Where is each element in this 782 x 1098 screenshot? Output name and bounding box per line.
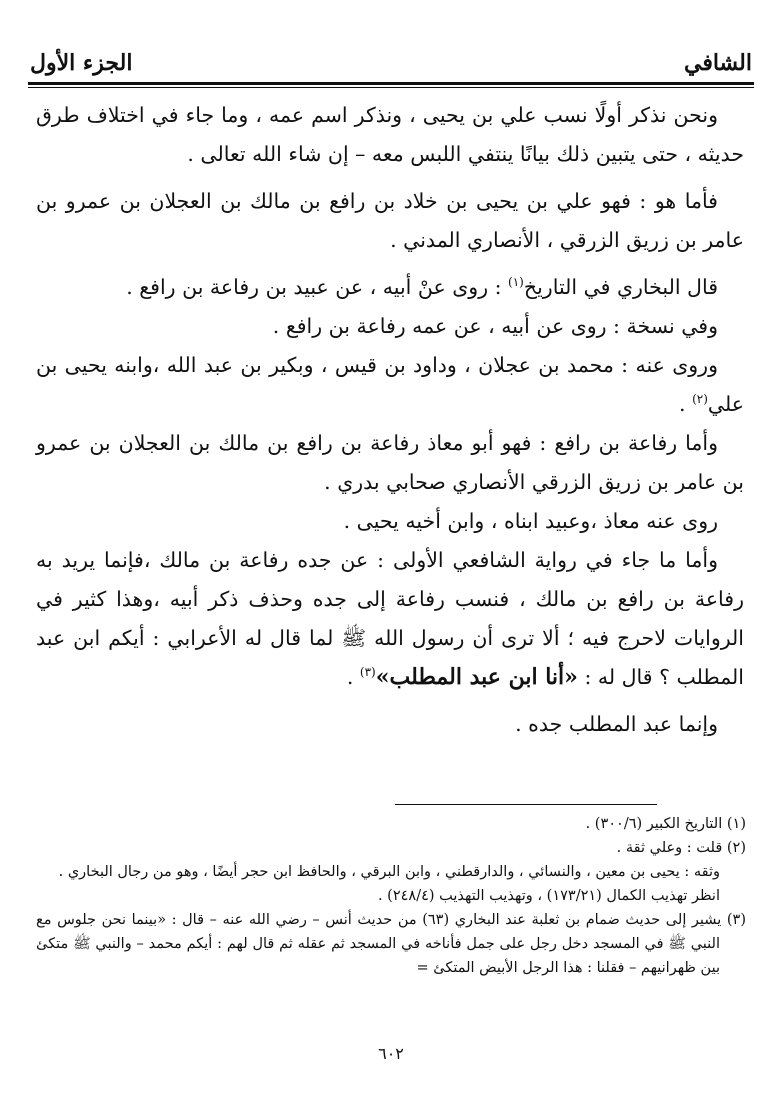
paragraph-intro: ونحن نذكر أولًا نسب علي بن يحيى ، ونذكر اسم عمه ، وما جاء في اختلاف طرق حديثه ، حتى يتبين ذلك بيانًا ينتفي اللبس معه – إن شاء الله تعالى .: [36, 103, 744, 166]
footnote-ref-2: (٢): [692, 392, 708, 407]
footnote-ref-1: (١): [508, 275, 524, 290]
header-volume-title: الجزء الأول: [30, 50, 133, 76]
paragraph-shafii-narration: [36, 541, 744, 697]
header-rule: [28, 82, 754, 85]
header-book-title: الشافي: [684, 50, 752, 76]
footnote-1: (١) التاريخ الكبير (٣٠٠/٦) .: [585, 816, 746, 832]
bukhari-text-b: : روى عنْ أبيه ، عن عبيد بن رفاعة بن رافع .: [126, 275, 509, 299]
paragraph-other-copy: وفي نسخة : روى عن أبيه ، عن عمه رفاعة بن رافع .: [272, 314, 718, 338]
shafii-text-c: .: [346, 665, 360, 689]
hadith-quote: «أنا ابن عبد المطلب»: [375, 664, 578, 690]
footnote-3: (٣) يشير إلى حديث ضمام بن ثعلبة عند البخاري (٦٣) من حديث أنس – رضي الله عنه – قال : «بينما نحن جلوس مع النبي ﷺ في المسجد دخل رجل على جمل فأناخه في المسجد ثم عقله ثم قال لهم : أيكم محمد – والنبي ﷺ متكئ بين ظهرانيهم – فقلنا : هذا الرجل الأبيض المتكئ =: [36, 912, 746, 976]
page-number: ٦٠٢: [378, 1044, 404, 1063]
paragraph-narrators: [36, 346, 744, 424]
narrators-text-a: وروى عنه : محمد بن عجلان ، وداود بن قيس ، وبكير بن عبد الله ،وابنه يحيى بن علي: [36, 353, 744, 416]
footnote-2-reference: انظر تهذيب الكمال (١٧٣/٢١) ، وتهذيب التهذيب (٢٤٨/٤) .: [377, 888, 720, 904]
footnote-separator: [395, 804, 657, 805]
running-header: [30, 44, 752, 76]
paragraph-rifaa-narrators: روى عنه معاذ ،وعبيد ابناه ، وابن أخيه يحيى .: [343, 509, 718, 533]
footnote-2-detail: وثقه : يحيى بن معين ، والنسائي ، والدارقطني ، وابن البرقي ، والحافظ ابن حجر أيضًا ، وهو من رجال البخاري .: [58, 864, 720, 880]
bukhari-text-a: قال البخاري في التاريخ: [523, 275, 718, 299]
footnotes: [36, 812, 746, 980]
shafii-text-a: وأما ما جاء في رواية الشافعي الأولى : عن جده رفاعة بن مالك ،فإنما يريد به رفاعة بن رافع بن مالك ، فنسب رفاعة إلى جده وحذف ذكر أبيه ،وهذا كثير في الروايات لاحرج فيه ؛ ألا ترى أن رسول الله ﷺ لما قال له الأعرابي : أيكم ابن عبد المطلب ؟ قال له :: [36, 548, 744, 689]
paragraph-conclusion: وإنما عبد المطلب جده .: [515, 712, 718, 736]
narrators-text-b: .: [679, 392, 693, 416]
footnote-ref-3: (٣): [359, 665, 376, 680]
paragraph-lineage-ali: فأما هو : فهو علي بن يحيى بن خلاد بن رافع بن مالك بن العجلان بن عمرو بن عامر بن زريق الزرقي ، الأنصاري المدني .: [36, 189, 744, 252]
footnote-2: (٢) قلت : وعلي ثقة .: [616, 840, 746, 856]
paragraph-bukhari-quote: [36, 268, 744, 307]
main-text: [36, 96, 744, 744]
paragraph-rifaa-lineage: وأما رفاعة بن رافع : فهو أبو معاذ رفاعة بن رافع بن مالك بن العجلان بن عمرو بن عامر بن زريق الزرقي الأنصاري صحابي بدري .: [36, 431, 744, 494]
